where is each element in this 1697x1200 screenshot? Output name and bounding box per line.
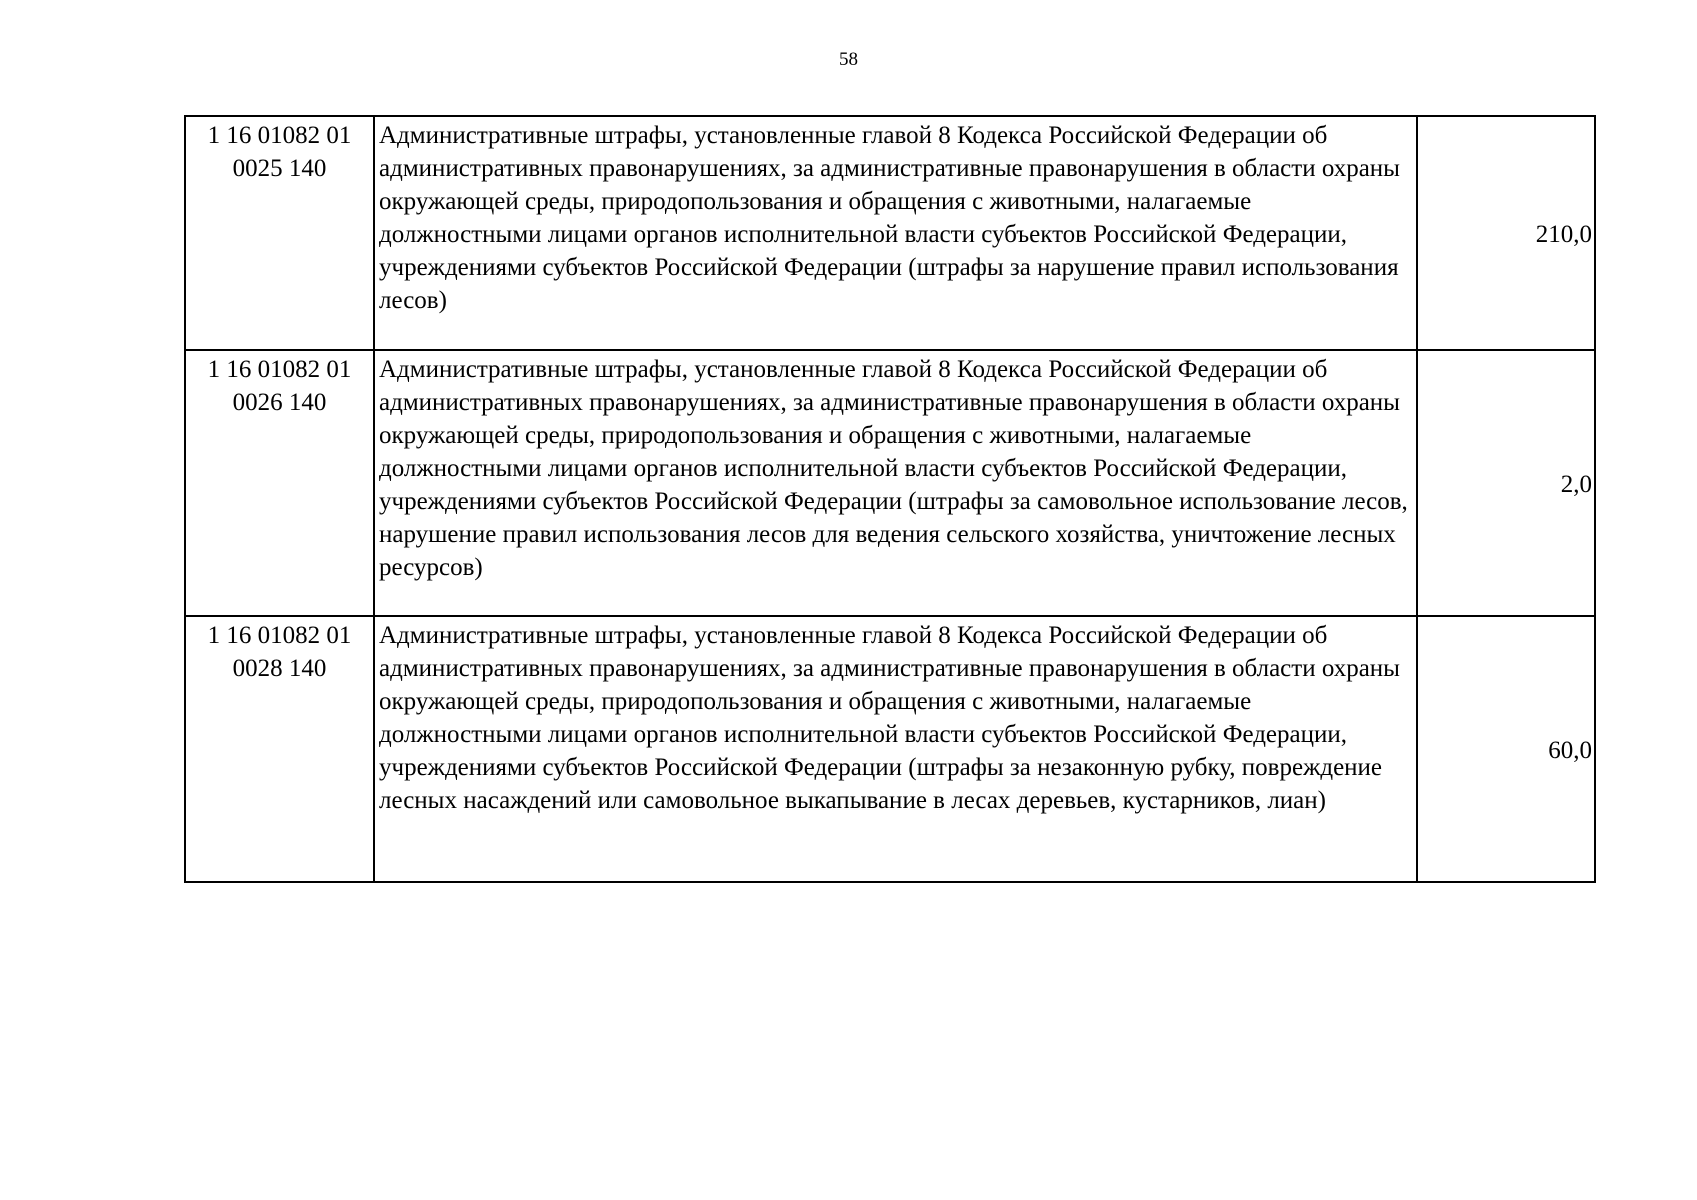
- table-row: [185, 350, 1595, 616]
- description-cell: Административные штрафы, установленные главой 8 Кодекса Российской Федерации об административных правонарушениях, за административные правонарушения в области охраны окружающей среды, природопользования и обращения с животными, налагаемые должностными лицами органов исполнительной власти субъектов Российской Федерации, учреждениями субъектов Российской Федерации (штрафы за незаконную рубку, повреждение лесных насаждений или самовольное выкапывание в лесах деревьев, кустарников, лиан): [374, 616, 1417, 882]
- table-row: [185, 116, 1595, 350]
- table-container: [184, 115, 1594, 883]
- description-cell: Административные штрафы, установленные главой 8 Кодекса Российской Федерации об административных правонарушениях, за административные правонарушения в области охраны окружающей среды, природопользования и обращения с животными, налагаемые должностными лицами органов исполнительной власти субъектов Российской Федерации, учреждениями субъектов Российской Федерации (штрафы за нарушение правил использования лесов): [374, 116, 1417, 350]
- description-cell: Административные штрафы, установленные главой 8 Кодекса Российской Федерации об административных правонарушениях, за административные правонарушения в области охраны окружающей среды, природопользования и обращения с животными, налагаемые должностными лицами органов исполнительной власти субъектов Российской Федерации, учреждениями субъектов Российской Федерации (штрафы за самовольное использование лесов, нарушение правил использования лесов для ведения сельского хозяйства, уничтожение лесных ресурсов): [374, 350, 1417, 616]
- budget-code-cell: 1 16 01082 01 0025 140: [185, 116, 374, 350]
- budget-code-cell: 1 16 01082 01 0026 140: [185, 350, 374, 616]
- page-number: 58: [839, 49, 858, 70]
- amount-cell: 60,0: [1417, 616, 1595, 882]
- table-row: [185, 616, 1595, 882]
- budget-classification-table: [184, 115, 1596, 883]
- amount-cell: 2,0: [1417, 350, 1595, 616]
- budget-code-cell: 1 16 01082 01 0028 140: [185, 616, 374, 882]
- amount-cell: 210,0: [1417, 116, 1595, 350]
